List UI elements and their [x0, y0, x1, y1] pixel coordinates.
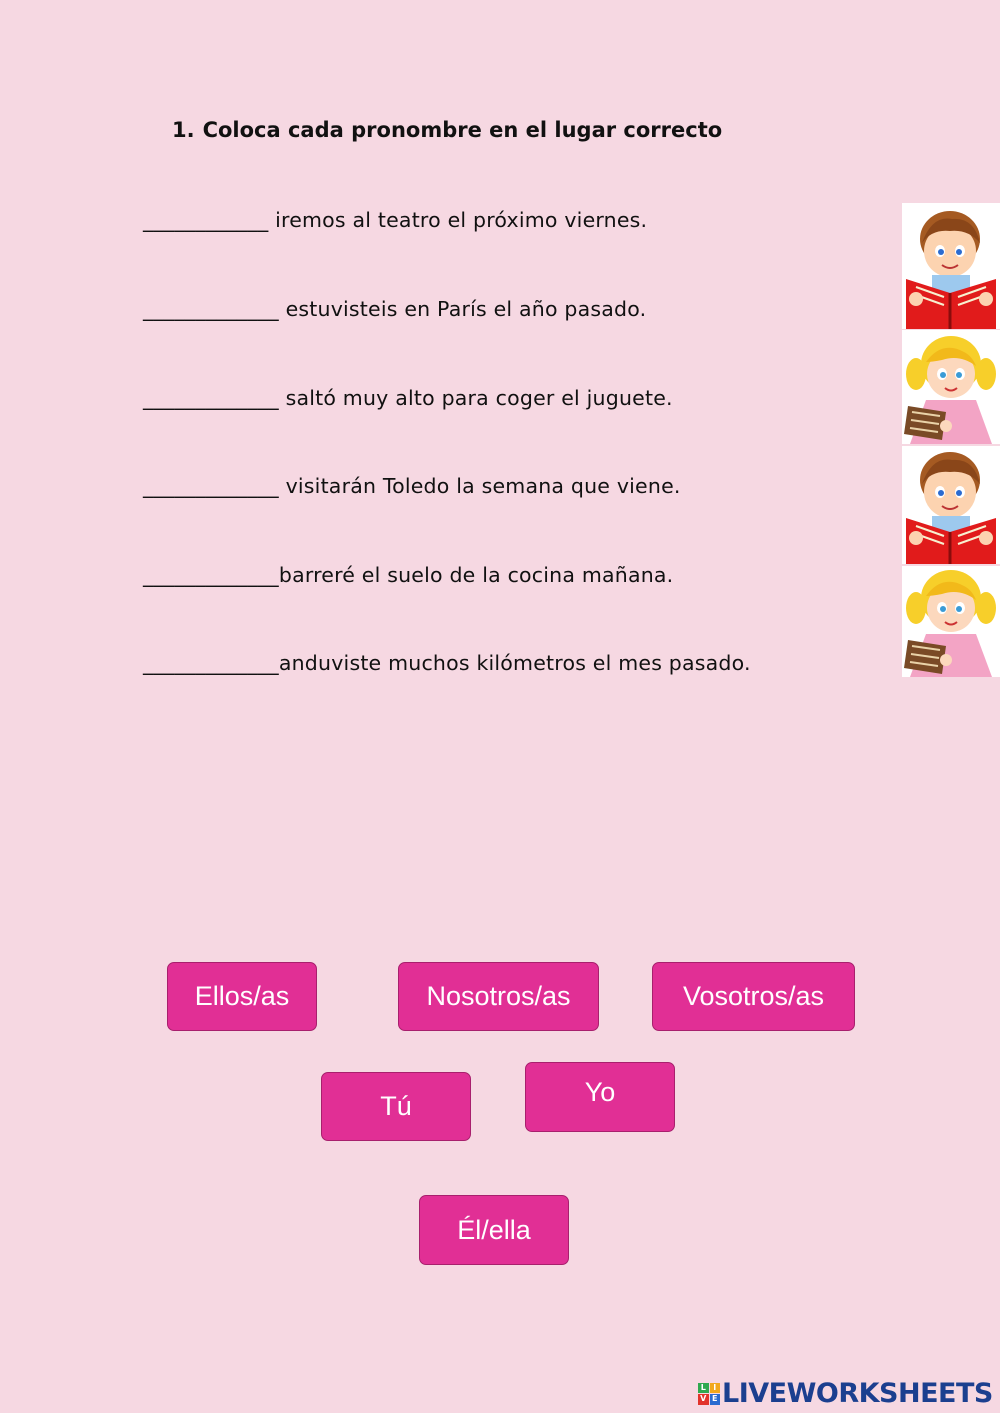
sentence-4: _____________ visitarán Toledo la semana que viene. [143, 474, 681, 498]
logo-mark-l: L [698, 1383, 709, 1394]
pronoun-tile-ellos[interactable]: Ellos/as [167, 962, 317, 1031]
boy-reading-illustration [902, 203, 1000, 329]
exercise-title-text: Coloca cada pronombre en el lugar correcto [202, 118, 723, 142]
logo-mark-v: V [698, 1394, 709, 1405]
pronoun-tile-nosotros[interactable]: Nosotros/as [398, 962, 599, 1031]
sentence-3: _____________ saltó muy alto para coger el juguete. [143, 386, 673, 410]
exercise-title [172, 118, 722, 142]
sentence-5: _____________barreré el suelo de la cocina mañana. [143, 563, 674, 587]
pronoun-tile-yo[interactable]: Yo [525, 1062, 675, 1132]
exercise-number: 1. [172, 118, 195, 142]
pronoun-tile-el[interactable]: Él/ella [419, 1195, 569, 1265]
boy-reading-illustration-2 [902, 446, 1000, 564]
logo-mark-i: I [710, 1383, 721, 1394]
sentence-2: _____________ estuvisteis en París el año pasado. [143, 297, 647, 321]
girl-reading-illustration-2 [902, 566, 1000, 677]
logo-mark-icon [698, 1383, 720, 1405]
sentence-6: _____________anduviste muchos kilómetros el mes pasado. [143, 651, 751, 675]
logo-text: LIVEWORKSHEETS [722, 1378, 993, 1409]
sentence-1: ____________ iremos al teatro el próximo viernes. [143, 208, 648, 232]
pronoun-tile-vosotros[interactable]: Vosotros/as [652, 962, 855, 1031]
logo-mark-e: E [710, 1394, 721, 1405]
pronoun-tile-tu[interactable]: Tú [321, 1072, 471, 1141]
liveworksheets-logo [698, 1378, 993, 1409]
girl-reading-illustration [902, 330, 1000, 444]
